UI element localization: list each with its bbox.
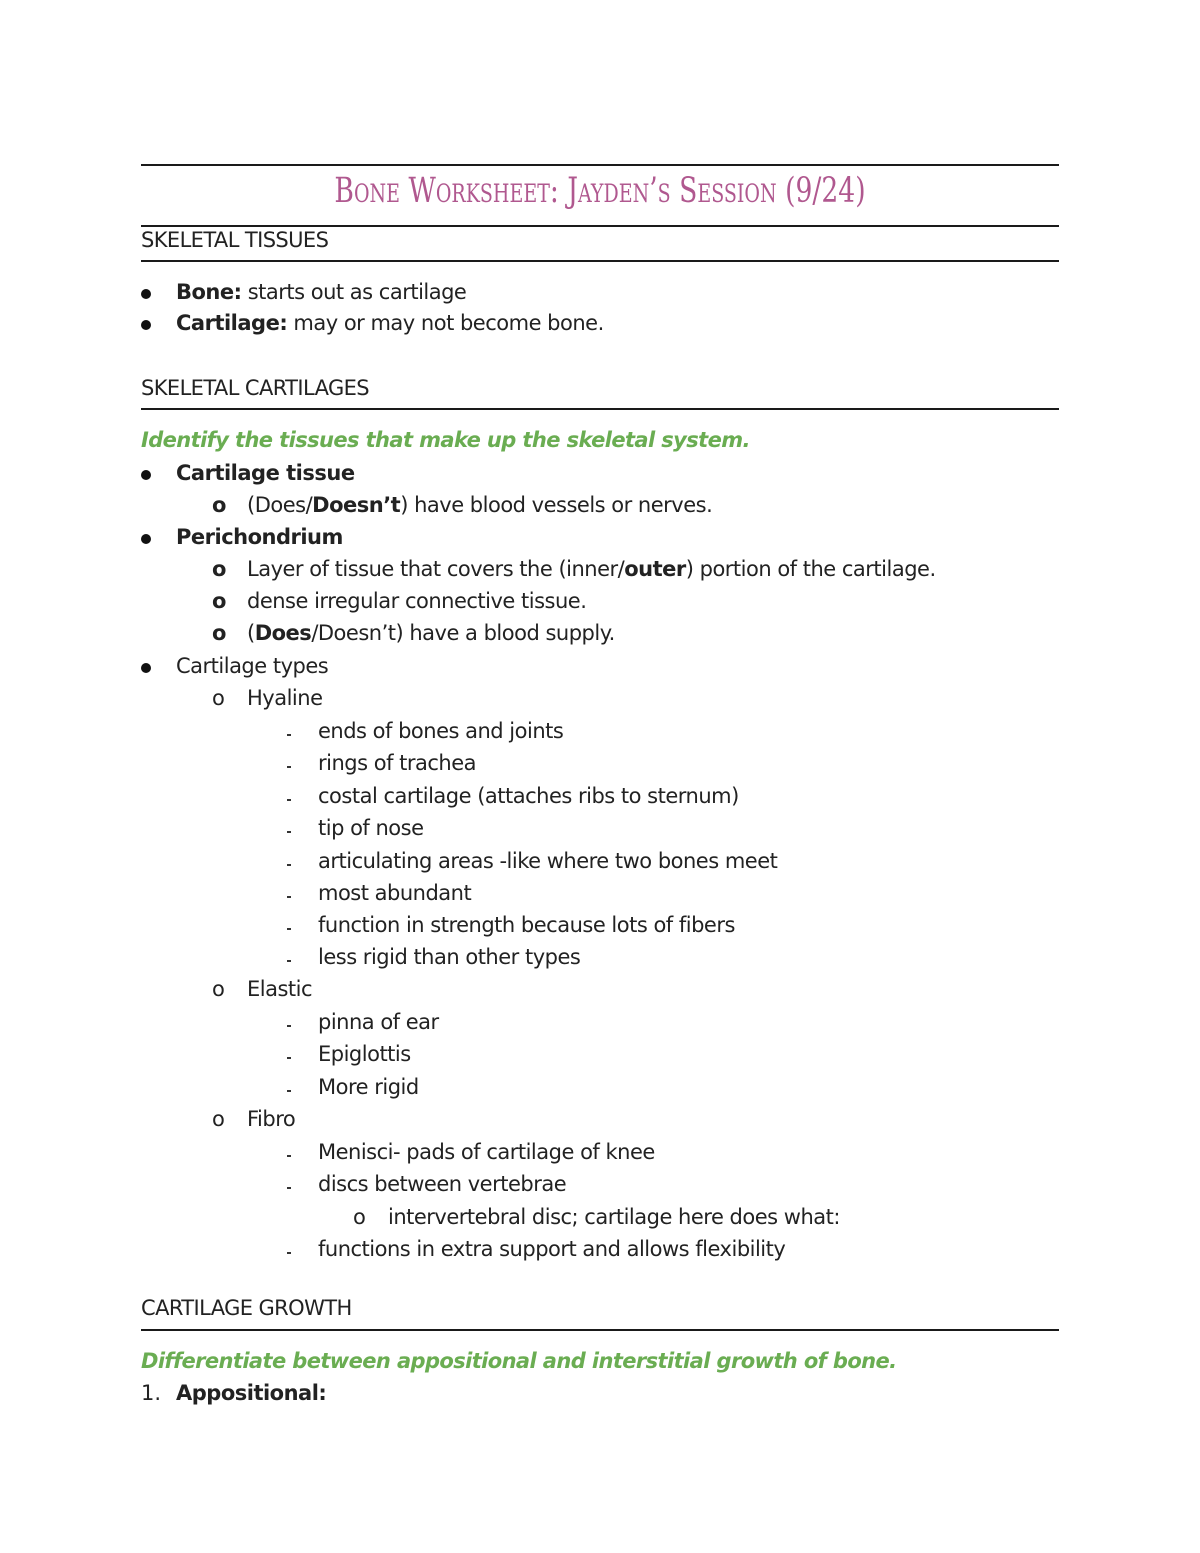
list-item-perichondrium <box>176 525 343 550</box>
item-label: Cartilage tissue <box>176 461 355 485</box>
dash-icon <box>287 1155 291 1157</box>
term-label: Bone: <box>176 280 242 304</box>
bullet-icon <box>141 470 151 480</box>
dash-icon <box>287 734 291 736</box>
section-heading-cartilage-growth: CARTILAGE GROWTH <box>141 1296 352 1320</box>
list-item-cartilage-tissue <box>176 461 355 486</box>
elastic-item: More rigid <box>318 1075 419 1099</box>
dash-icon <box>287 896 291 898</box>
elastic-item: pinna of ear <box>318 1010 439 1034</box>
sub-item-text: Layer of tissue that covers the (inner/ <box>247 557 625 581</box>
sub-item-text: /Doesn’t) have a blood supply. <box>311 621 615 645</box>
dash-icon <box>287 1187 291 1189</box>
section-rule <box>141 1329 1059 1331</box>
elastic-item: Epiglottis <box>318 1042 411 1066</box>
sub-item-text: (Does/ <box>247 493 313 517</box>
sub-bullet-marker: o <box>353 1205 366 1229</box>
hyaline-item: articulating areas -like where two bones meet <box>318 849 778 873</box>
hyaline-item: costal cartilage (attaches ribs to sternum) <box>318 784 739 808</box>
term-definition: may or may not become bone. <box>287 311 604 335</box>
dash-icon <box>287 1057 291 1059</box>
sub-item-text: ( <box>247 621 255 645</box>
bullet-icon <box>141 289 151 299</box>
dash-icon <box>287 864 291 866</box>
title-top-rule <box>141 164 1059 166</box>
worksheet-page <box>141 0 1059 1553</box>
sub-bullet-marker: o <box>212 621 227 645</box>
dash-icon <box>287 1252 291 1254</box>
sub-item-text: ) portion of the cartilage. <box>685 557 936 581</box>
list-item-cartilage <box>176 311 604 336</box>
fibro-item: discs between vertebrae <box>318 1172 567 1196</box>
sub-bullet-marker: o <box>212 1107 225 1131</box>
fibro-item: functions in extra support and allows flexibility <box>318 1237 786 1261</box>
section-rule <box>141 408 1059 410</box>
bullet-icon <box>141 320 151 330</box>
cartilage-type-elastic: Elastic <box>247 977 313 1001</box>
sub-bullet-marker: o <box>212 557 227 581</box>
sub-item-blood-supply <box>247 621 615 646</box>
dash-icon <box>287 766 291 768</box>
term-definition: starts out as cartilage <box>241 280 467 304</box>
sub-item-dense-tissue: dense irregular connective tissue. <box>247 589 587 613</box>
dash-icon <box>287 1025 291 1027</box>
dash-icon <box>287 831 291 833</box>
term-label: Cartilage: <box>176 311 288 335</box>
selected-answer: Does <box>254 621 312 645</box>
section-rule <box>141 260 1059 262</box>
hyaline-item: function in strength because lots of fibers <box>318 913 735 937</box>
sub-item-text: ) have blood vessels or nerves. <box>400 493 713 517</box>
hyaline-item: rings of trachea <box>318 751 477 775</box>
dash-icon <box>287 928 291 930</box>
dash-icon <box>287 1090 291 1092</box>
list-number: 1. <box>141 1381 162 1405</box>
cartilage-type-fibro: Fibro <box>247 1107 296 1131</box>
section-heading-skeletal-tissues: SKELETAL TISSUES <box>141 228 329 252</box>
item-label: Appositional: <box>176 1381 327 1405</box>
title-bottom-rule <box>141 225 1059 227</box>
learning-objective: Differentiate between appositional and interstitial growth of bone. <box>141 1349 897 1373</box>
list-item-cartilage-types: Cartilage types <box>176 654 329 678</box>
hyaline-item: most abundant <box>318 881 472 905</box>
dash-icon <box>287 960 291 962</box>
selected-answer: Doesn’t <box>312 493 401 517</box>
selected-answer: outer <box>624 557 686 581</box>
sub-bullet-marker: o <box>212 589 227 613</box>
cartilage-type-hyaline: Hyaline <box>247 686 323 710</box>
bullet-icon <box>141 663 151 673</box>
dash-icon <box>287 799 291 801</box>
question-appositional <box>176 1381 326 1406</box>
hyaline-item: less rigid than other types <box>318 945 581 969</box>
item-label: Perichondrium <box>176 525 343 549</box>
sub-bullet-marker: o <box>212 686 225 710</box>
hyaline-item: tip of nose <box>318 816 424 840</box>
hyaline-item: ends of bones and joints <box>318 719 564 743</box>
fibro-item: Menisci- pads of cartilage of knee <box>318 1140 655 1164</box>
section-heading-skeletal-cartilages: SKELETAL CARTILAGES <box>141 376 370 400</box>
bullet-icon <box>141 534 151 544</box>
worksheet-title: Bone Worksheet: Jayden’s Session (9/24) <box>334 171 866 211</box>
sub-bullet-marker: o <box>212 493 227 517</box>
list-item-bone <box>176 280 466 305</box>
learning-objective: Identify the tissues that make up the skeletal system. <box>141 428 750 452</box>
fibro-nested-item: intervertebral disc; cartilage here does what: <box>388 1205 840 1229</box>
sub-item-layer <box>247 557 936 582</box>
sub-item-blood-vessels <box>247 493 712 518</box>
sub-bullet-marker: o <box>212 977 225 1001</box>
